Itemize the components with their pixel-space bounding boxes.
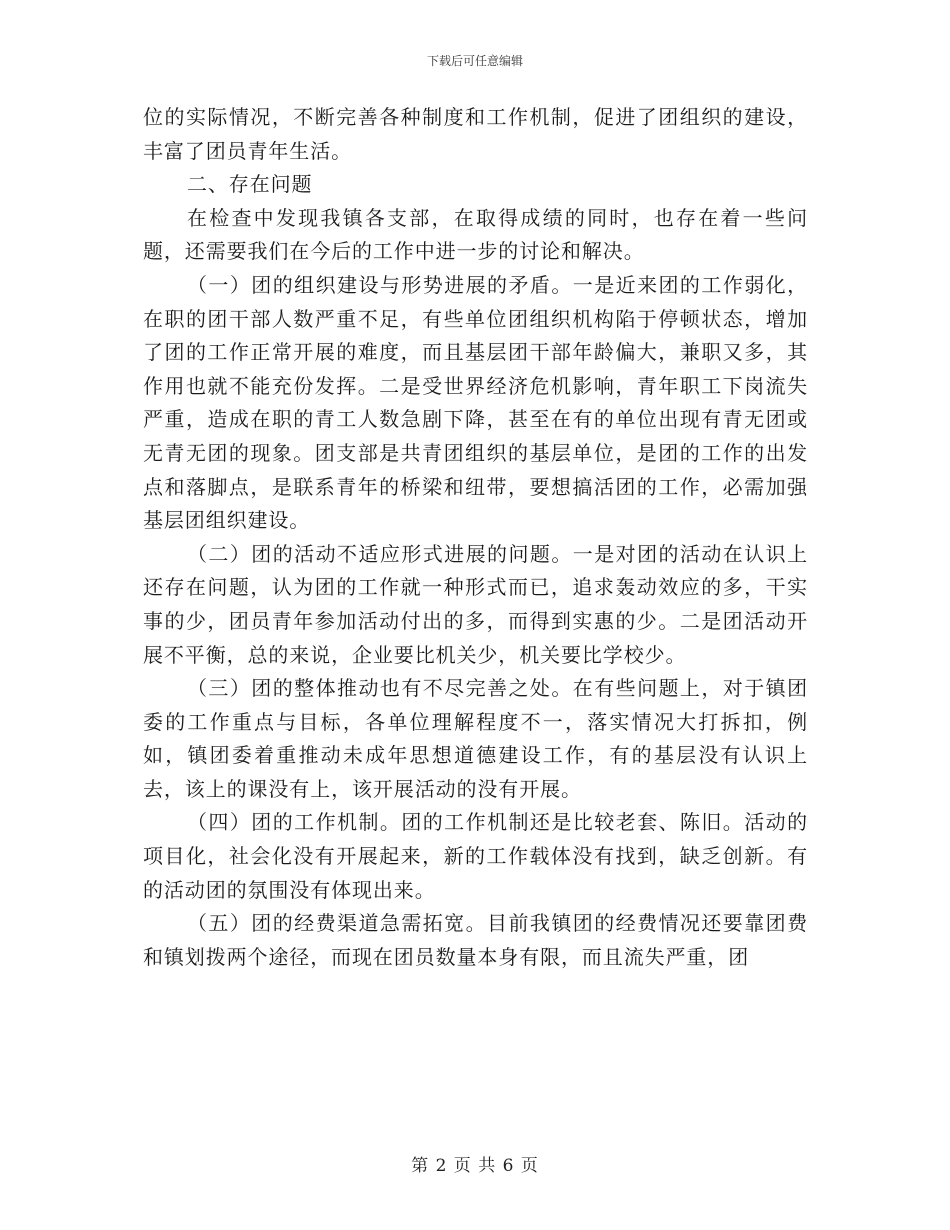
document-body bbox=[143, 101, 808, 974]
section-heading-problems: 二、存在问题 bbox=[187, 172, 313, 197]
paragraph-item-4: （四）团的工作机制。团的工作机制还是比较老套、陈旧。活动的项目化，社会化没有开展起来，新的工作载体没有找到，缺乏创新。有的活动团的氛围没有体现出来。 bbox=[143, 810, 808, 902]
page-number: 第 2 页 共 6 页 bbox=[411, 1156, 539, 1176]
paragraph-item-5: （五）团的经费渠道急需拓宽。目前我镇团的经费情况还要靠团费和镇划拨两个途径，而现在团员数量本身有限，而且流失严重，团 bbox=[143, 911, 808, 969]
header-note: 下载后可任意编辑 bbox=[426, 54, 523, 68]
paragraph-intro: 在检查中发现我镇各支部，在取得成绩的同时，也存在着一些问题，还需要我们在今后的工作中进一步的讨论和解决。 bbox=[143, 205, 808, 264]
paragraph-item-1: （一）团的组织建设与形势进展的矛盾。一是近来团的工作弱化，在职的团干部人数严重不足，有些单位团组织机构陷于停顿状态，增加了团的工作正常开展的难度，而且基层团干部年龄偏大，兼职又多，其作用也就不能充份发挥。二是受世界经济危机影响，青年职工下岗流失严重，造成在职的青工人数急剧下降，甚至在有的单位出现有青无团或无青无团的现象。团支部是共青团组织的基层单位，是团的工作的出发点和落脚点，是联系青年的桥梁和纽带，要想搞活团的工作，必需加强基层团组织建设。 bbox=[143, 272, 808, 533]
paragraph-item-3: （三）团的整体推动也有不尽完善之处。在有些问题上，对于镇团委的工作重点与目标，各单位理解程度不一，落实情况大打拆扣，例如，镇团委着重推动未成年思想道德建设工作，有的基层没有认识上去，该上的课没有上，该开展活动的没有开展。 bbox=[143, 676, 808, 801]
paragraph-continuation: 位的实际情况，不断完善各种制度和工作机制，促进了团组织的建设，丰富了团员青年生活。 bbox=[143, 105, 808, 163]
paragraph-item-2: （二）团的活动不适应形式进展的问题。一是对团的活动在认识上还存在问题，认为团的工作就一种形式而已，追求轰动效应的多，干实事的少，团员青年参加活动付出的多，而得到实惠的少。二是团活动开展不平衡，总的来说，企业要比机关少，机关要比学校少。 bbox=[143, 541, 808, 667]
